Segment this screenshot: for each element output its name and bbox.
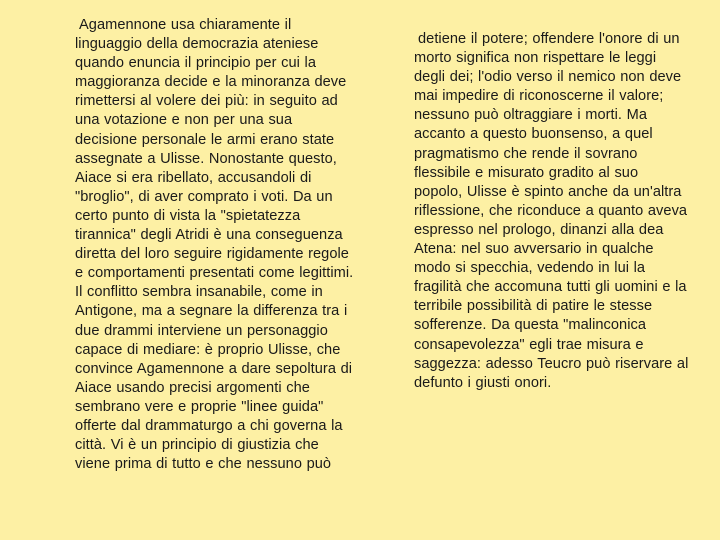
right-text-column <box>414 30 689 393</box>
left-text-column <box>75 16 355 474</box>
right-column-paragraph: detiene il potere; offendere l'onore di un morto significa non rispettare le leggi degli dei; l'odio verso il nemico non deve mai impedire di riconoscerne il valore; nessuno può oltraggiare i morti. Ma accanto a questo buonsenso, a quel pragmatismo che rende il sovrano flessibile e misurato gradito al suo popolo, Ulisse è spinto anche da un'altra riflessione, che riconduce a quanto aveva espresso nel prologo, dinanzi alla dea Atena: nel suo avversario in qualche modo si specchia, vedendo in lui la fragilità che accomuna tutti gli uomini e la terribile possibilità di patire le stesse sofferenze. Da questa "malinconica consapevolezza" egli trae misura e saggezza: adesso Teucro può riservare al defunto i giusti onori. <box>414 31 689 391</box>
left-column-paragraph: Agamennone usa chiaramente il linguaggio della democrazia ateniese quando enuncia il principio per cui la maggioranza decide e la minoranza deve rimettersi al volere dei più: in seguito ad una votazione e non per una sua decisione personale le armi erano state assegnate a Ulisse. Nonostante questo, Aiace si era ribellato, accusandoli di "broglio", di aver comprato i voti. Da un certo punto di vista la "spietatezza tirannica" degli Atridi è una conseguenza diretta del loro seguire rigidamente regole e comportamenti presentati come legittimi. Il conflitto sembra insanabile, come in Antigone, ma a segnare la differenza tra i due drammi interviene un personaggio capace di mediare: è proprio Ulisse, che convince Agamennone a dare sepoltura di Aiace usando precisi argomenti che sembrano vere e proprie "linee guida" offerte dal drammaturgo a chi governa la città. Vi è un principio di giustizia che viene prima di tutto e che nessuno può <box>75 17 354 473</box>
